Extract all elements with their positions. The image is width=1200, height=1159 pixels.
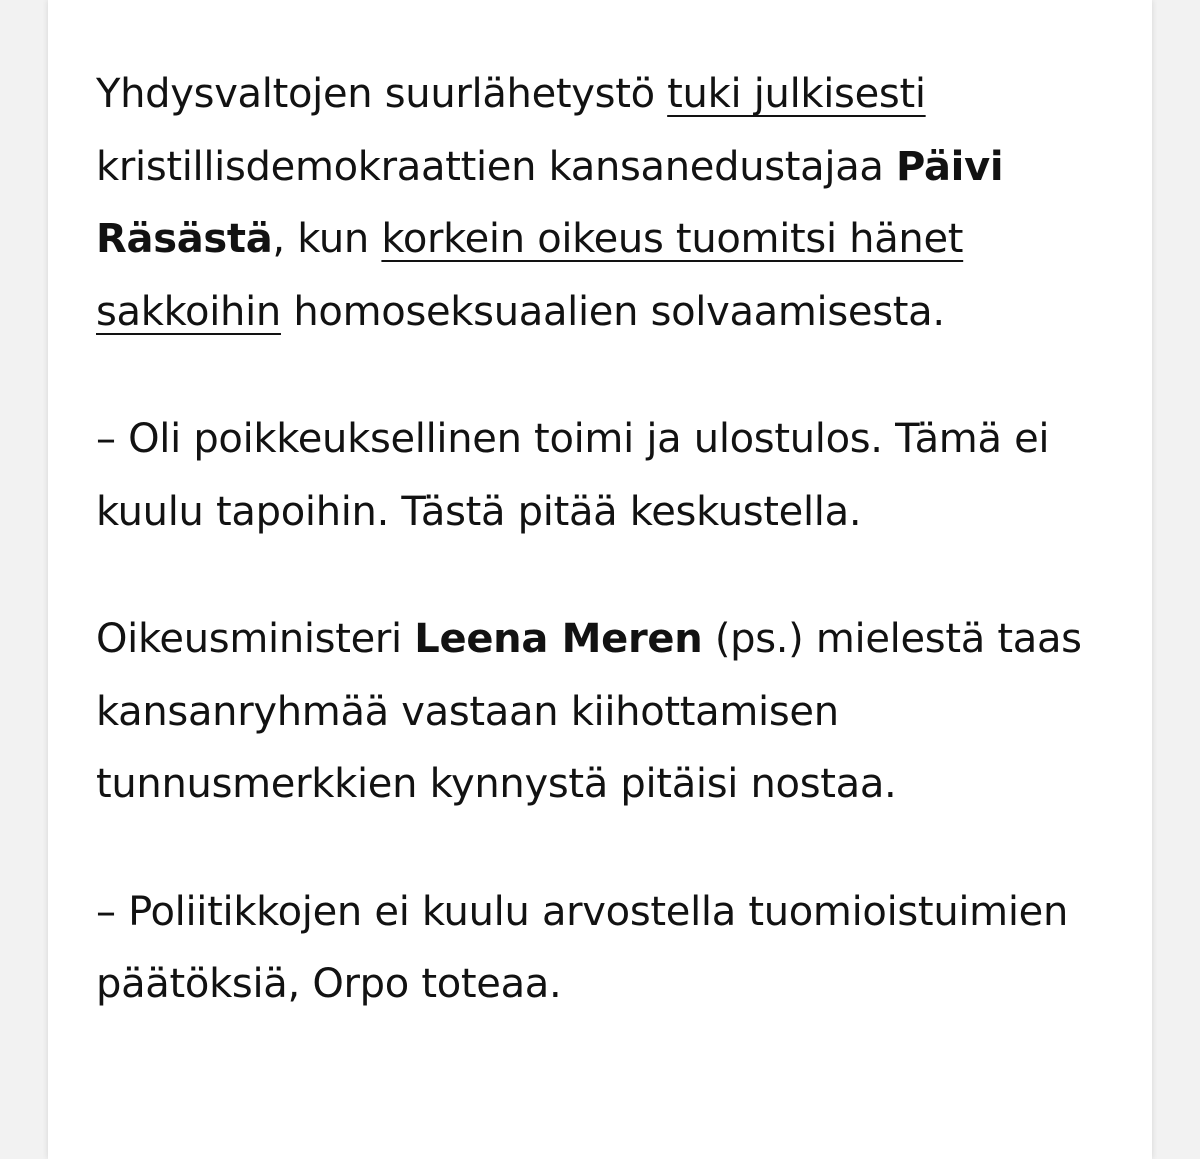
paragraph-3-text-b: (ps.) mielestä taas kansanryhmää vastaan kiihottamisen tunnusmerkkien kynnystä pitäisi nostaa. (96, 616, 1082, 807)
article-body (96, 58, 1106, 1076)
paragraph-1 (96, 58, 1106, 348)
link-tuki-julkisesti[interactable]: tuki julkisesti (667, 71, 926, 117)
paragraph-1-text-b: kristillisdemokraattien kansanedustajaa (96, 143, 897, 190)
paragraph-1-text-a: Yhdysvaltojen suurlähetystö (96, 71, 668, 117)
person-name-paivi-rasanen: Päivi Räsästä (96, 143, 1004, 262)
article-page (48, 0, 1152, 1159)
link-korkein-oikeus[interactable]: korkein oikeus tuomitsi hänet sakkoihin (96, 216, 964, 335)
paragraph-2: – Oli poikkeuksellinen toimi ja ulostulos. Tämä ei kuulu tapoihin. Tästä pitää keskustella. (96, 416, 1050, 535)
paragraph-3-text-a: Oikeusministeri (96, 616, 415, 662)
paragraph-3 (96, 603, 1106, 821)
paragraph-1-text-d: homoseksuaalien solvaamisesta. (280, 288, 945, 335)
person-name-leena-meri: Leena Meren (414, 616, 703, 662)
paragraph-1-text-c: , kun (272, 216, 382, 262)
paragraph-4: – Poliitikkojen ei kuulu arvostella tuomioistuimien päätöksiä, Orpo toteaa. (96, 888, 1069, 1007)
